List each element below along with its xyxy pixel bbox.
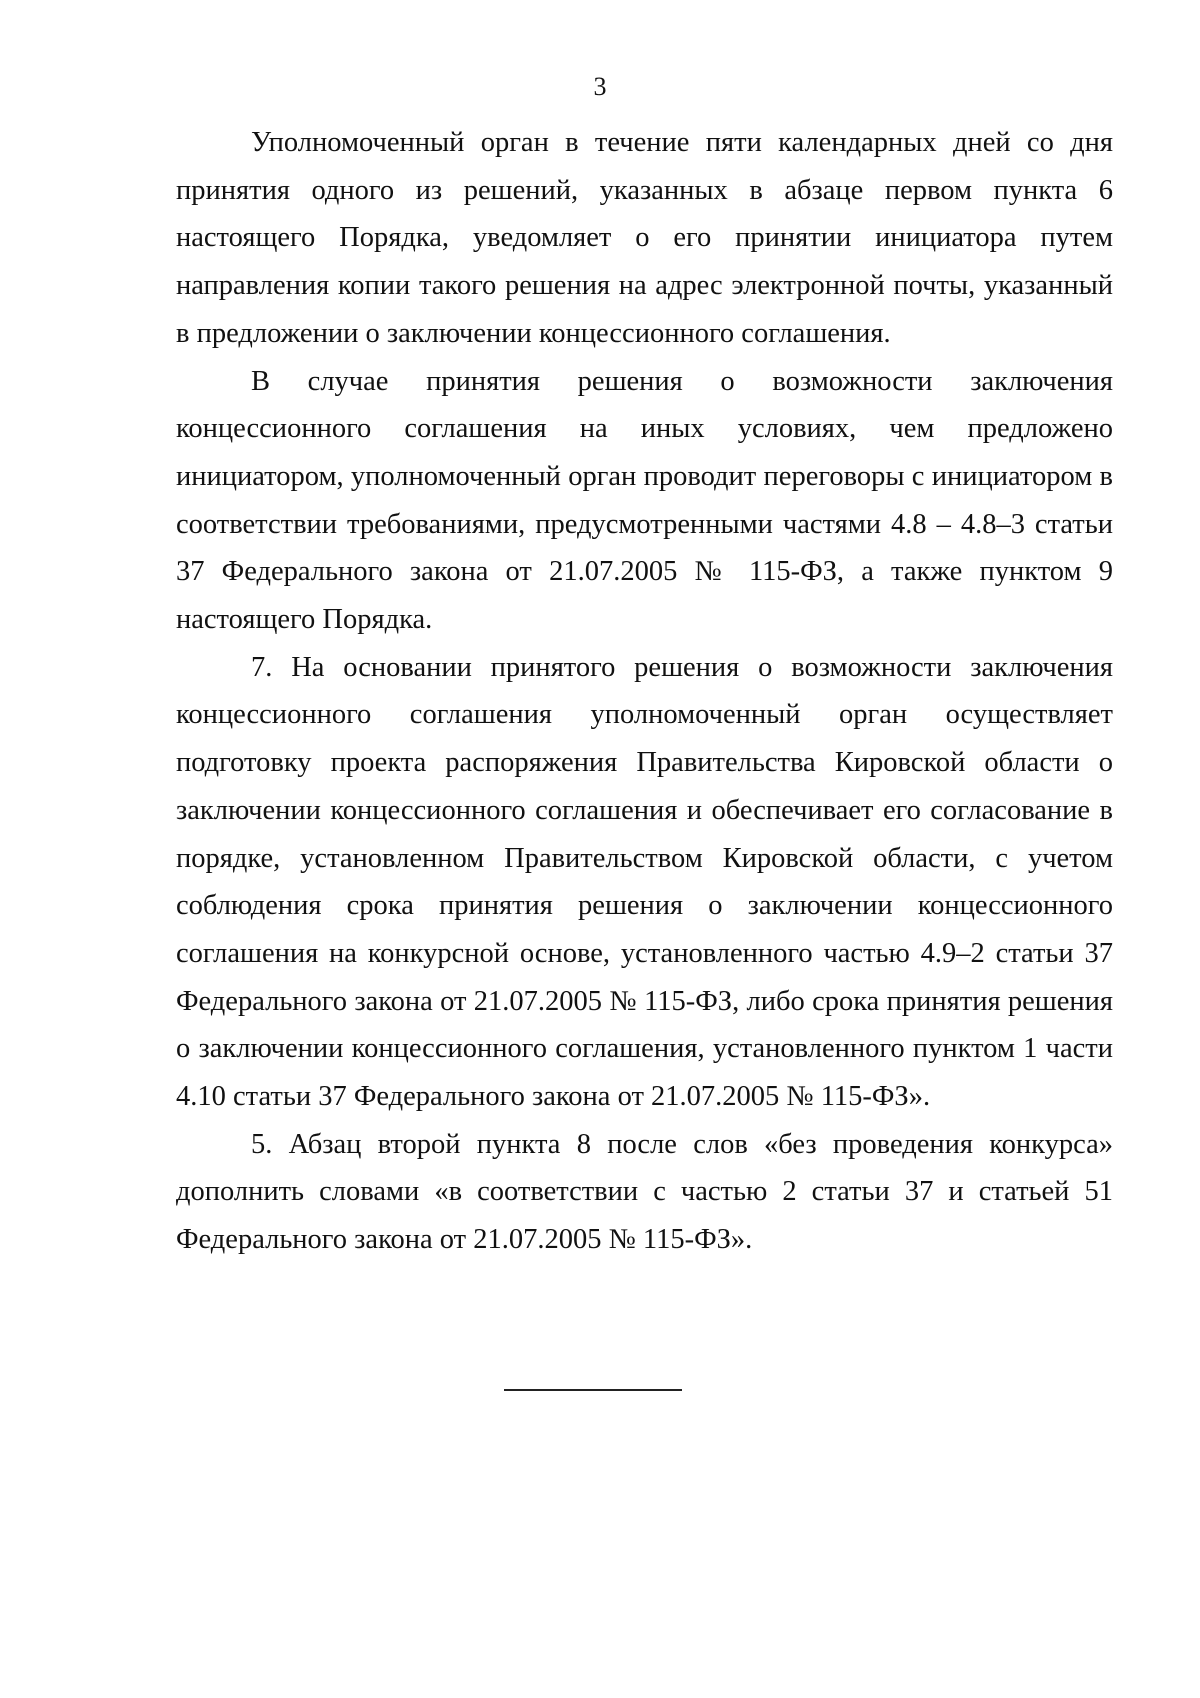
paragraph-negotiations: В случае принятия решения о возможности заключения концессионного соглашения на иных условиях, чем предложено инициатором, уполномоченный орган проводит переговоры с инициатором в соответствии требованиями, предусмотренными частями 4.8 – 4.8–3 статьи 37 Федерального закона от 21.07.2005 № 115-ФЗ, а также пунктом 9 настоящего Порядка. — [176, 365, 1113, 636]
paragraph-item-5: 5. Абзац второй пункта 8 после слов «без проведения конкурса» дополнить словами «в соответствии с частью 2 статьи 37 и статьей 51 Федерального закона от 21.07.2005 № 115-ФЗ». — [176, 1128, 1113, 1256]
paragraph-item-7: 7. На основании принятого решения о возможности заключения концессионного соглашения уполномоченный орган осуществляет подготовку проекта распоряжения Правительства Кировской области о заключении концессионного соглашения и обеспечивает его согласование в порядке, установленном Правительством Кировской области, с учетом соблюдения срока принятия решения о заключении концессионного соглашения на конкурсной основе, установленного частью 4.9–2 статьи 37 Федерального закона от 21.07.2005 № 115-ФЗ, либо срока принятия решения о заключении концессионного соглашения, установленного пунктом 1 части 4.10 статьи 37 Федерального закона от 21.07.2005 № 115-ФЗ». — [176, 651, 1113, 1113]
paragraph-notification: Уполномоченный орган в течение пяти календарных дней со дня принятия одного из решений, указанных в абзаце первом пункта 6 настоящего Порядка, уведомляет о его принятии инициатора путем направления копии такого решения на адрес электронной почты, указанный в предложении о заключении концессионного соглашения. — [176, 127, 1113, 349]
document-body — [176, 119, 1113, 1264]
page-number: 3 — [593, 72, 607, 101]
closing-divider-line — [504, 1389, 682, 1391]
